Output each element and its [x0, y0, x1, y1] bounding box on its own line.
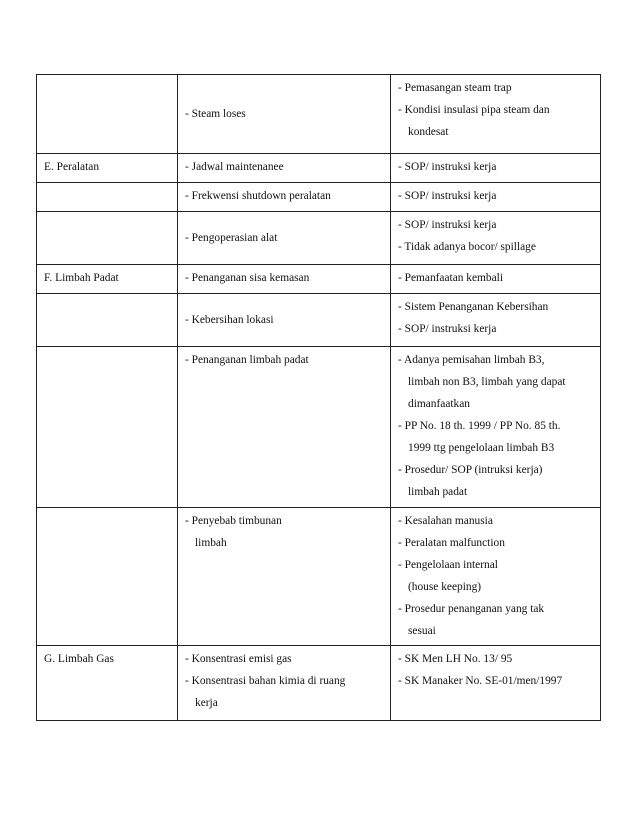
standard-line: - Adanya pemisahan limbah B3, — [398, 354, 545, 366]
aspect-cell — [178, 183, 391, 212]
category-cell — [37, 154, 178, 183]
table-row — [37, 212, 601, 265]
aspect-line: - Penanganan limbah padat — [185, 354, 309, 366]
aspect-line: - Pengoperasian alat — [185, 231, 278, 244]
table-row — [37, 75, 601, 154]
standard-line: - SK Men LH No. 13/ 95 — [398, 653, 513, 665]
standard-line: - SOP/ instruksi kerja — [398, 323, 497, 335]
category-cell — [37, 265, 178, 294]
aspect-line: - Konsentrasi emisi gas — [185, 653, 292, 665]
standard-cell — [391, 347, 601, 508]
aspect-cell — [178, 646, 391, 721]
table-row — [37, 294, 601, 347]
aspect-line: - Kebersihan lokasi — [185, 313, 274, 326]
standard-line: - Tidak adanya bocor/ spillage — [398, 241, 536, 253]
category-cell — [37, 347, 178, 508]
aspect-cell — [178, 347, 391, 508]
criteria-table — [36, 74, 601, 721]
standard-line: limbah non B3, limbah yang dapat — [408, 376, 566, 388]
standard-cell — [391, 75, 601, 154]
aspect-line: limbah — [195, 537, 227, 549]
table-row — [37, 265, 601, 294]
aspect-cell — [178, 154, 391, 183]
aspect-line: - Jadwal maintenanee — [185, 161, 284, 173]
standard-line: dimanfaatkan — [408, 398, 470, 410]
standard-cell — [391, 508, 601, 646]
category-label: G. Limbah Gas — [44, 653, 114, 665]
aspect-cell — [178, 508, 391, 646]
category-cell — [37, 75, 178, 154]
standard-line: 1999 ttg pengelolaan limbah B3 — [408, 442, 555, 454]
aspect-cell — [178, 294, 391, 347]
standard-line: limbah padat — [408, 486, 468, 498]
standard-line: - SOP/ instruksi kerja — [398, 219, 497, 231]
standard-line: - PP No. 18 th. 1999 / PP No. 85 th. — [398, 420, 561, 432]
standard-line: - SOP/ instruksi kerja — [398, 161, 497, 173]
standard-line: - Prosedur/ SOP (intruksi kerja) — [398, 464, 543, 476]
standard-cell — [391, 265, 601, 294]
aspect-line: - Konsentrasi bahan kimia di ruang — [185, 675, 346, 687]
standard-line: - Pengelolaan internal — [398, 559, 498, 571]
category-cell — [37, 212, 178, 265]
category-cell — [37, 294, 178, 347]
aspect-line: - Steam loses — [185, 107, 246, 120]
aspect-cell — [178, 75, 391, 154]
standard-cell — [391, 212, 601, 265]
category-cell — [37, 646, 178, 721]
aspect-cell — [178, 265, 391, 294]
table-row — [37, 646, 601, 721]
standard-line: - SK Manaker No. SE-01/men/1997 — [398, 675, 563, 687]
table-row — [37, 508, 601, 646]
category-label: F. Limbah Padat — [44, 272, 119, 284]
aspect-line: kerja — [195, 697, 218, 709]
standard-cell — [391, 154, 601, 183]
standard-line: - Kesalahan manusia — [398, 515, 493, 527]
standard-line: - Pemanfaatan kembali — [398, 272, 504, 284]
category-cell — [37, 183, 178, 212]
aspect-line: - Penanganan sisa kemasan — [185, 272, 310, 284]
aspect-line: - Penyebab timbunan — [185, 515, 282, 527]
category-label: E. Peralatan — [44, 161, 100, 173]
standard-line: - Pemasangan steam trap — [398, 82, 512, 94]
table-row — [37, 347, 601, 508]
standard-line: (house keeping) — [408, 581, 482, 593]
table-row — [37, 183, 601, 212]
aspect-line: - Frekwensi shutdown peralatan — [185, 190, 331, 202]
standard-cell — [391, 183, 601, 212]
category-cell — [37, 508, 178, 646]
aspect-cell — [178, 212, 391, 265]
standard-line: - Sistem Penanganan Kebersihan — [398, 301, 549, 313]
standard-cell — [391, 294, 601, 347]
standard-line: sesuai — [408, 625, 436, 637]
table-row — [37, 154, 601, 183]
standard-line: - Kondisi insulasi pipa steam dan — [398, 104, 550, 116]
standard-cell — [391, 646, 601, 721]
standard-line: kondesat — [408, 126, 449, 138]
standard-line: - Peralatan malfunction — [398, 537, 505, 549]
standard-line: - Prosedur penanganan yang tak — [398, 603, 545, 615]
standard-line: - SOP/ instruksi kerja — [398, 190, 497, 202]
